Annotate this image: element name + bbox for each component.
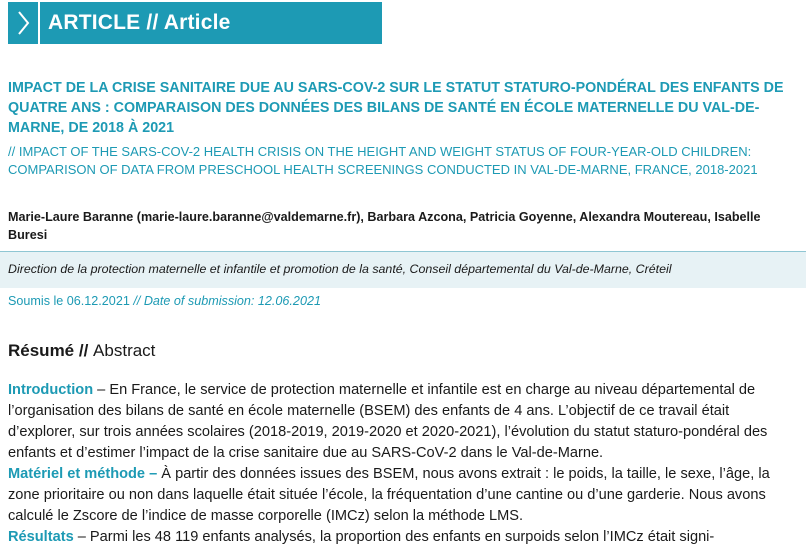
section-heading-en: Abstract — [93, 341, 156, 360]
title-english: // IMPACT OF THE SARS-COV-2 HEALTH CRISIS ON THE HEIGHT AND WEIGHT STATUS OF FOUR-YEAR-OLD CHILDREN: COMPARISON OF DATA FROM PRESCHOOL HEALTH SCREENINGS CONDUCTED IN VAL-DE-MARNE, FRANCE, 2018-2021 — [8, 144, 758, 177]
abstract-paragraph — [8, 527, 798, 548]
banner-title: ARTICLE // Article — [48, 11, 231, 34]
section-heading-separator: // — [74, 341, 94, 360]
article-banner — [8, 2, 382, 44]
authors: Marie-Laure Baranne (marie-laure.baranne@valdemarne.fr), Barbara Azcona, Patricia Goyenne, Alexandra Moutereau, Isabelle Buresi — [8, 210, 761, 242]
affiliation-text: Direction de la protection maternelle et infantile et promotion de la santé, Conseil départemental du Val-de-Marne, Créteil — [8, 262, 672, 276]
abstract-body — [8, 380, 798, 548]
abstract-paragraph — [8, 464, 798, 527]
section-heading — [8, 341, 798, 361]
chevron-right-icon — [8, 2, 40, 44]
abstract-text: À partir des données issues des BSEM, nous avons extrait : le poids, la taille, le sexe, l’âge, la zone prioritaire ou non dans laquelle était située l’école, la fréquentation d’une cantine ou d’une garderie. Nous avons calculé le Zscore de l’indice de masse corporelle (IMCz) selon la méthode LMS. — [8, 466, 770, 524]
date-separator: // — [129, 294, 144, 308]
title-french: IMPACT DE LA CRISE SANITAIRE DUE AU SARS-COV-2 SUR LE STATUT STATURO-PONDÉRAL DES ENFANTS DE QUATRE ANS : COMPARAISON DES DONNÉES DES BILANS DE SANTÉ EN ÉCOLE MATERNELLE DU VAL-DE-MARNE, DE 2018 À 2021 — [8, 80, 784, 136]
abstract-paragraph — [8, 380, 798, 464]
abstract-label: Matériel et méthode – — [8, 466, 158, 482]
submission-dates — [8, 294, 798, 308]
abstract-label: Introduction — [8, 382, 94, 398]
abstract-text: – En France, le service de protection maternelle et infantile est en charge au niveau départemental de l’organisation des bilans de santé en école maternelle (BSEM) des enfants de 4 ans. L’objectif de ce travail était d’explorer, sur trois années scolaires (2018-2019, 2019-2020 et 2020-2021), l’évolution du statut staturo-pondéral des enfants et d’estimer l’impact de la crise sanitaire due au SARS-CoV-2 dans le Val-de-Marne. — [8, 382, 768, 461]
date-submitted-fr: Soumis le 06.12.2021 — [8, 294, 130, 308]
affiliation-box — [0, 251, 806, 288]
abstract-text: – Parmi les 48 119 enfants analysés, la proportion des enfants en surpoids selon l’IMCz était signi- — [73, 529, 715, 545]
abstract-label: Résultats — [8, 529, 74, 545]
section-heading-fr: Résumé — [8, 341, 75, 360]
date-submitted-en: Date of submission: 12.06.2021 — [143, 294, 321, 308]
